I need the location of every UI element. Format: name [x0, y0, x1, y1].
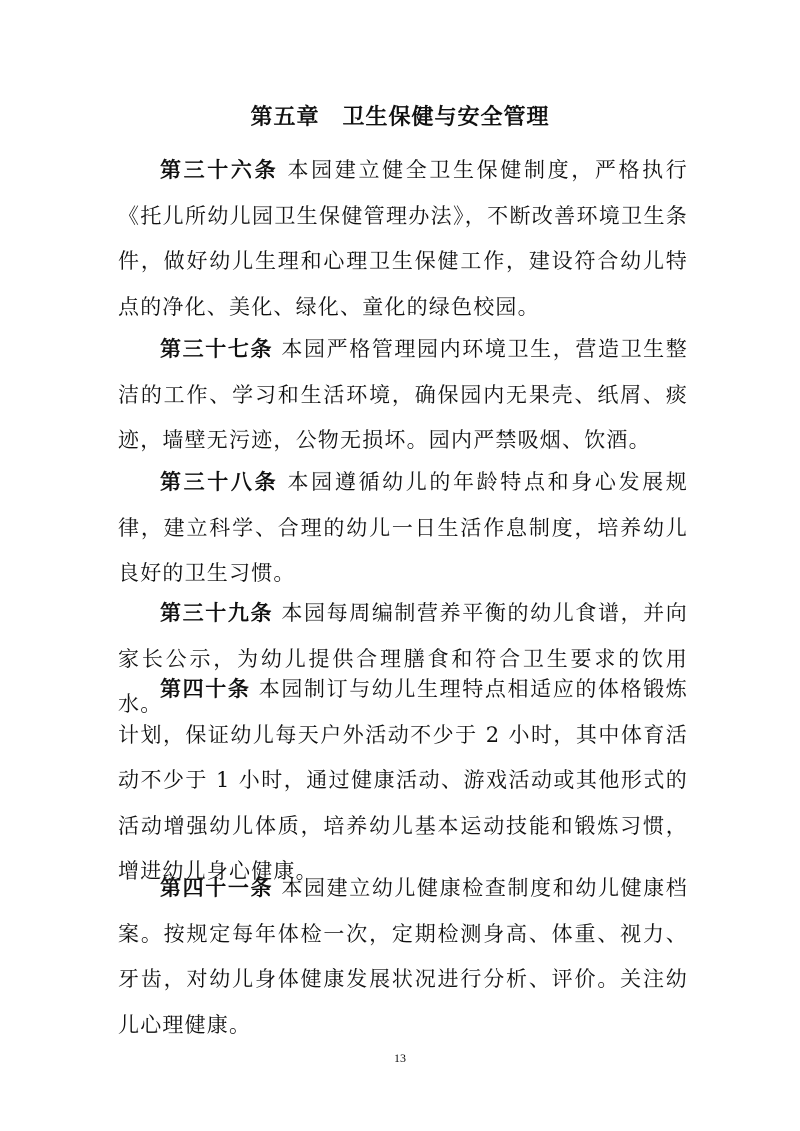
article-number: 第三十六条: [160, 158, 279, 182]
article-37: [118, 327, 688, 464]
article-41: [118, 866, 688, 1048]
article-number: 第三十九条: [160, 601, 274, 625]
article-40: [118, 667, 688, 895]
article-text: 本园建立健全卫生保健制度，严格执行《托儿所幼儿园卫生保健管理办法》，不断改善环境卫生条件，做好幼儿生理和心理卫生保健工作，建设符合幼儿特点的净化、美化、绿化、童化的绿色校园。: [118, 158, 689, 319]
article-number: 第三十七条: [160, 337, 274, 361]
article-number: 第四十条: [160, 677, 251, 701]
article-number: 第四十一条: [160, 876, 274, 900]
article-36: [118, 148, 688, 330]
article-number: 第三十八条: [160, 470, 279, 494]
article-38: [118, 460, 688, 597]
article-text: 本园遵循幼儿的年龄特点和身心发展规律，建立科学、合理的幼儿一日生活作息制度，培养幼儿良好的卫生习惯。: [118, 470, 689, 585]
chapter-title: 第五章 卫生保健与安全管理: [250, 105, 550, 130]
article-text: 本园严格管理园内环境卫生，营造卫生整洁的工作、学习和生活环境，确保园内无果壳、纸屑、痰迹，墙壁无污迹，公物无损坏。园内严禁吸烟、饮酒。: [118, 337, 688, 452]
page-number: 13: [394, 1051, 406, 1065]
article-text: 本园制订与幼儿生理特点相适应的体格锻炼计划，保证幼儿每天户外活动不少于 2 小时，其中体育活动不少于 1 小时，通过健康活动、游戏活动或其他形式的活动增强幼儿体质，培养幼儿基本运动技能和锻炼习惯，增进幼儿身心健康。: [118, 677, 688, 883]
article-text: 本园建立幼儿健康检查制度和幼儿健康档案。按规定每年体检一次，定期检测身高、体重、视力、牙齿，对幼儿身体健康发展状况进行分析、评价。关注幼儿心理健康。: [118, 876, 688, 1037]
article-text: 本园每周编制营养平衡的幼儿食谱，并向家长公示，为幼儿提供合理膳食和符合卫生要求的饮用水。: [118, 601, 688, 716]
